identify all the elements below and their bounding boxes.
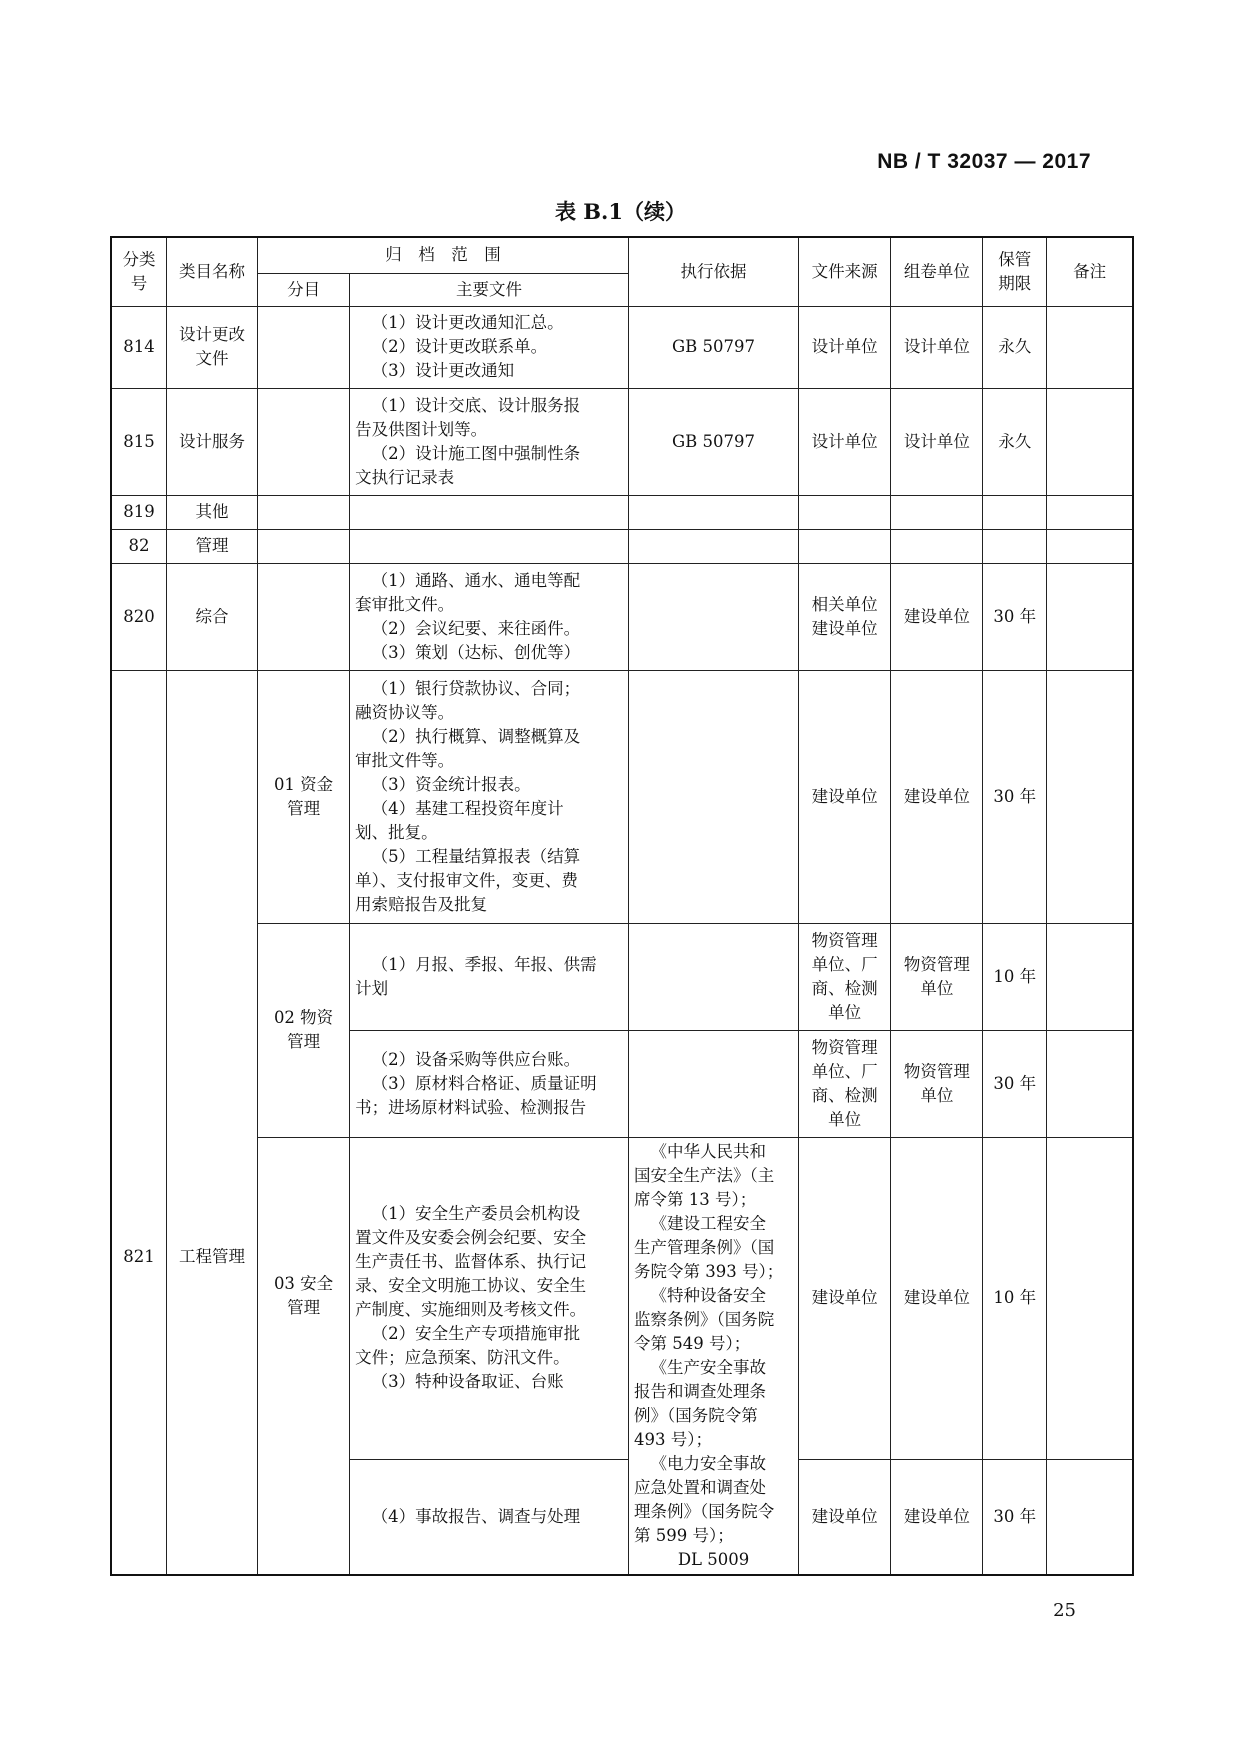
row-retention: 永久 [983, 306, 1047, 388]
row-retention: 30 年 [983, 563, 1047, 670]
row-retention: 永久 [983, 388, 1047, 495]
header-organizer: 组卷单位 [891, 237, 983, 306]
table-title: 表 B.1（续） [555, 199, 686, 224]
row-retention: 10 年 [983, 923, 1047, 1030]
table-row [111, 1137, 1133, 1459]
table-row [111, 388, 1133, 495]
row-remarks [1047, 388, 1133, 495]
row-category: 其他 [167, 495, 258, 529]
row-files: （4）事故报告、调查与处理 [350, 1459, 629, 1574]
header-retention: 保管 期限 [983, 237, 1047, 306]
row-organizer: 建设单位 [891, 563, 983, 670]
row-files: （1）通路、通水、通电等配 套审批文件。 （2）会议纪要、来往函件。 （3）策划（达标、创优等） [350, 563, 629, 670]
row-subcategory [257, 306, 349, 388]
row-code: 815 [111, 388, 167, 495]
row-retention: 30 年 [983, 1030, 1047, 1137]
row-code: 820 [111, 563, 167, 670]
row-basis: GB 50797 [628, 388, 798, 495]
row-subcategory [257, 388, 349, 495]
row-organizer: 建设单位 [891, 670, 983, 923]
row-basis [628, 1030, 798, 1137]
row-remarks [1047, 1459, 1133, 1574]
row-source: 建设单位 [799, 1459, 891, 1574]
row-code: 819 [111, 495, 167, 529]
row-source: 相关单位 建设单位 [799, 563, 891, 670]
row-remarks [1047, 923, 1133, 1030]
standard-code: NB / T 32037 — 2017 [877, 150, 1091, 173]
row-subcategory: 02 物资 管理 [257, 923, 349, 1137]
row-organizer: 建设单位 [891, 1137, 983, 1459]
row-basis [628, 923, 798, 1030]
row-code: 821 [111, 670, 167, 1575]
row-files: （2）设备采购等供应台账。 （3）原材料合格证、质量证明 书；进场原材料试验、检测报告 [350, 1030, 629, 1137]
row-code: 814 [111, 306, 167, 388]
row-category: 工程管理 [167, 670, 258, 1575]
row-organizer: 建设单位 [891, 1459, 983, 1574]
row-files: （1）安全生产委员会机构设 置文件及安委会例会纪要、安全 生产责任书、监督体系、执行记 录、安全文明施工协议、安全生 产制度、实施细则及考核文件。 （2）安全生产专项措施审批 文件；应急预案、防汛文件。 （3）特种设备取证、台账 [350, 1137, 629, 1459]
header-source: 文件来源 [799, 237, 891, 306]
table-row [111, 306, 1133, 388]
row-subcategory: 03 安全 管理 [257, 1137, 349, 1575]
row-basis: GB 50797 [628, 306, 798, 388]
row-basis [628, 670, 798, 923]
row-source: 建设单位 [799, 1137, 891, 1459]
row-category: 综合 [167, 563, 258, 670]
row-organizer: 设计单位 [891, 306, 983, 388]
row-retention: 30 年 [983, 1459, 1047, 1574]
row-category: 管理 [167, 529, 258, 563]
row-files: （1）设计交底、设计服务报 告及供图计划等。 （2）设计施工图中强制性条 文执行记录表 [350, 388, 629, 495]
header-basis: 执行依据 [628, 237, 798, 306]
header-scope: 归 档 范 围 [257, 237, 628, 273]
header-subcategory: 分目 [257, 273, 349, 306]
row-organizer: 物资管理 单位 [891, 1030, 983, 1137]
row-organizer: 物资管理 单位 [891, 923, 983, 1030]
row-files: （1）设计更改通知汇总。 （2）设计更改联系单。 （3）设计更改通知 [350, 306, 629, 388]
row-remarks [1047, 563, 1133, 670]
table-row [111, 563, 1133, 670]
row-category: 设计更改 文件 [167, 306, 258, 388]
row-organizer: 设计单位 [891, 388, 983, 495]
row-source: 物资管理 单位、厂 商、检测 单位 [799, 923, 891, 1030]
row-subcategory [257, 563, 349, 670]
row-remarks [1047, 1030, 1133, 1137]
row-source: 设计单位 [799, 306, 891, 388]
archive-scope-table [110, 236, 1134, 1576]
row-subcategory: 01 资金 管理 [257, 670, 349, 923]
header-code: 分类 号 [111, 237, 167, 306]
row-files: （1）月报、季报、年报、供需 计划 [350, 923, 629, 1030]
row-category: 设计服务 [167, 388, 258, 495]
table-row [111, 923, 1133, 1030]
row-source: 物资管理 单位、厂 商、检测 单位 [799, 1030, 891, 1137]
row-source: 建设单位 [799, 670, 891, 923]
row-code: 82 [111, 529, 167, 563]
row-source: 设计单位 [799, 388, 891, 495]
row-basis: 《中华人民共和 国安全生产法》（主 席令第 13 号）； 《建设工程安全 生产管理条例》（国 务院令第 393 号）； 《特种设备安全 监察条例》（国务院 令第 549 号）； 《生产安全事故 报告和调查处理条 例》（国务院令第 493 号）； 《电力安全事故 应急处置和调查处 理条例》（国务院令 第 599 号）； DL 5009 [628, 1137, 798, 1575]
table-row [111, 670, 1133, 923]
row-retention: 30 年 [983, 670, 1047, 923]
row-basis [628, 563, 798, 670]
header-remarks: 备注 [1047, 237, 1133, 306]
row-files: （1）银行贷款协议、合同； 融资协议等。 （2）执行概算、调整概算及 审批文件等。 （3）资金统计报表。 （4）基建工程投资年度计 划、批复。 （5）工程量结算报表（结算 单）、支付报审文件，变更、费 用索赔报告及批复 [350, 670, 629, 923]
page-number: 25 [1053, 1600, 1076, 1621]
table-row [111, 529, 1133, 563]
row-remarks [1047, 1137, 1133, 1459]
header-category: 类目名称 [167, 237, 258, 306]
table-row [111, 495, 1133, 529]
row-remarks [1047, 670, 1133, 923]
row-remarks [1047, 306, 1133, 388]
header-main-files: 主要文件 [350, 273, 629, 306]
row-retention: 10 年 [983, 1137, 1047, 1459]
